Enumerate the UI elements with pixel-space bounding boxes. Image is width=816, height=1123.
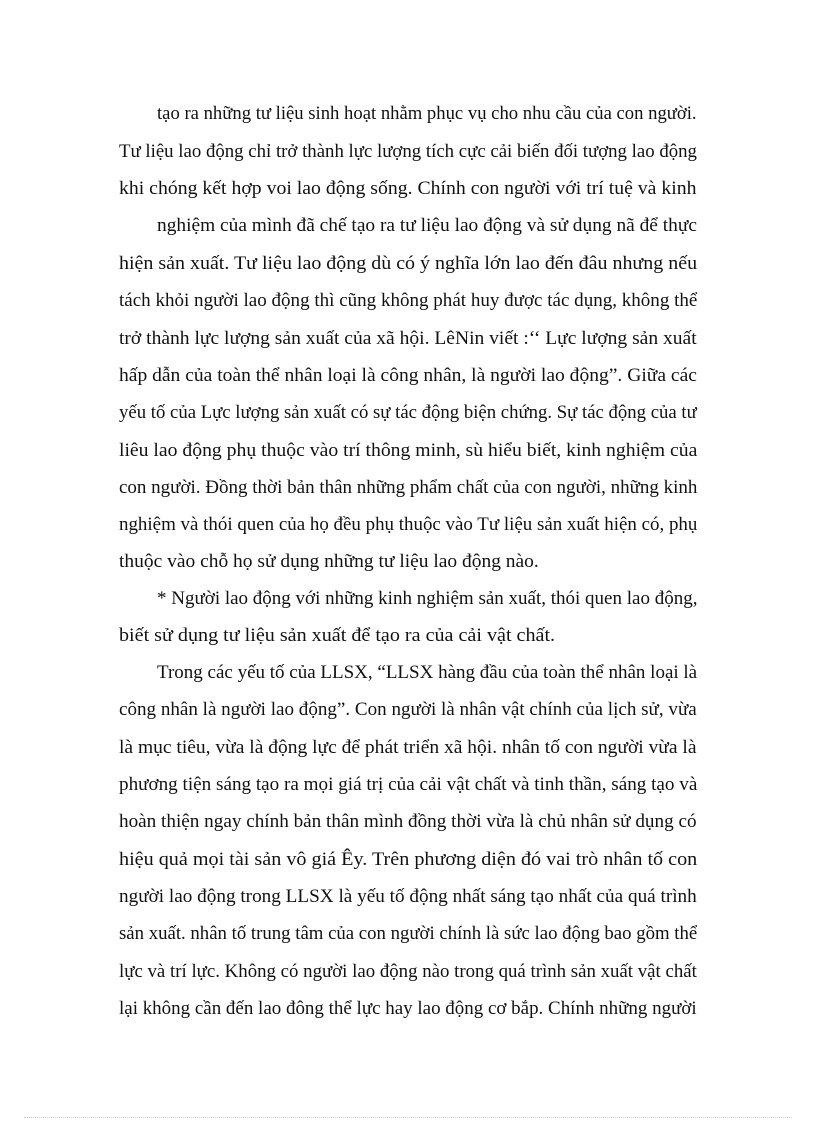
text-line-1: tạo ra những tư liệu sinh hoạt nhằm phục vụ cho nhu cầu của con người. — [157, 103, 697, 124]
text-line-24: lực và trí lực. Không có người lao động nào trong quá trình sản xuất vật chất — [119, 961, 697, 982]
text-line-17: công nhân là người lao động”. Con người là nhân vật chính của lịch sử, vừa — [119, 699, 697, 720]
text-line-13: thuộc vào chỗ họ sử dụng những tư liệu lao động nào. — [119, 551, 539, 572]
text-line-3: khi chóng kết hợp voi lao động sống. Chính con người với trí tuệ và kinh — [119, 178, 697, 199]
text-line-7: trở thành lực lượng sản xuất của xã hội. LêNin viết :‘‘ Lực lượng sản xuất — [119, 328, 697, 349]
text-line-25: lại không cần đến lao đông thể lực hay lao động cơ bắp. Chính những người — [119, 998, 697, 1019]
text-line-19: phương tiện sáng tạo ra mọi giá trị của cải vật chất và tinh thần, sáng tạo và — [119, 774, 698, 795]
text-line-16: Trong các yếu tố của LLSX, “LLSX hàng đầu của toàn thể nhân loại là — [157, 662, 698, 683]
text-line-20: hoàn thiện ngay chính bản thân mình đồng thời vừa là chủ nhân sử dụng có — [119, 811, 697, 832]
text-line-10: liêu lao động phụ thuộc vào trí thông minh, sù hiểu biết, kinh nghiệm của — [119, 440, 698, 461]
text-line-11: con người. Đồng thời bản thân những phẩm chất của con người, những kinh — [119, 477, 698, 498]
text-line-6: tách khỏi người lao động thì cũng không phát huy được tác dụng, không thể — [119, 290, 698, 311]
text-line-14: * Người lao động với những kinh nghiệm sản xuất, thói quen lao động, — [157, 588, 698, 609]
text-line-23: sản xuất. nhân tố trung tâm của con người chính là sức lao động bao gồm thể — [119, 923, 698, 944]
text-line-15: biết sử dụng tư liệu sản xuất để tạo ra của cải vật chất. — [119, 625, 556, 646]
text-line-4: nghiệm của mình đã chế tạo ra tư liệu lao động và sử dụng nã để thực — [157, 215, 697, 236]
text-line-18: là mục tiêu, vừa là động lực để phát triển xã hội. nhân tố con người vừa là — [119, 737, 697, 758]
text-line-22: người lao động trong LLSX là yếu tố động nhất sáng tạo nhất của quá trình — [119, 886, 697, 907]
text-line-9: yếu tố của Lực lượng sản xuất có sự tác động biện chứng. Sự tác động của tư — [119, 402, 697, 423]
text-line-2: Tư liệu lao động chỉ trở thành lực lượng tích cực cải biến đối tượng lao động — [119, 141, 697, 162]
text-line-8: hấp dẫn của toàn thể nhân loại là công nhân, là người lao động”. Giữa các — [119, 365, 697, 386]
page-bottom-rule — [24, 1117, 792, 1118]
text-line-21: hiệu quả mọi tài sản vô giá Êy. Trên phương diện đó vai trò nhân tố con — [119, 849, 698, 870]
text-line-12: nghiệm và thói quen của họ đều phụ thuộc vào Tư liệu sản xuất hiện có, phụ — [119, 514, 698, 535]
text-line-5: hiện sản xuất. Tư liệu lao động dù có ý nghĩa lớn lao đến đâu nhưng nếu — [119, 253, 698, 274]
